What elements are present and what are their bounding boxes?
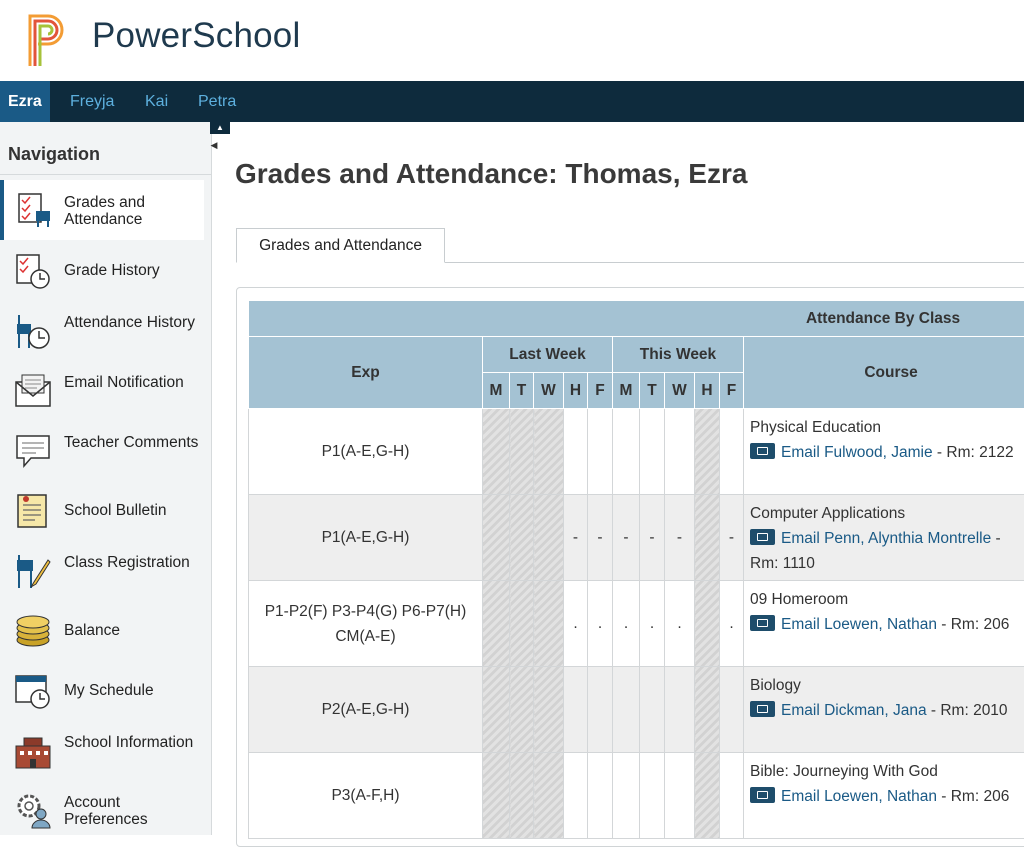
teacher-email-link[interactable]: Email Loewen, Nathan	[781, 788, 937, 805]
email-icon[interactable]	[750, 701, 775, 717]
attendance-cell	[534, 753, 564, 839]
sidebar-item-email-notification[interactable]	[0, 360, 204, 420]
sidebar-item-grades-attendance[interactable]	[0, 180, 204, 240]
sidebar-item-label: Email Notification	[64, 374, 199, 391]
attendance-cell	[483, 495, 510, 581]
sidebar-item-attendance-history[interactable]	[0, 300, 204, 360]
attendance-cell	[534, 495, 564, 581]
divider	[445, 262, 1024, 263]
day-header: W	[665, 373, 695, 409]
attendance-cell: -	[665, 495, 695, 581]
sidebar-item-label: School Bulletin	[64, 502, 199, 519]
schedule-icon	[14, 672, 52, 710]
attendance-cell	[510, 581, 534, 667]
attendance-cell: .	[588, 581, 613, 667]
attendance-cell	[510, 409, 534, 495]
day-header: W	[534, 373, 564, 409]
day-header: H	[564, 373, 588, 409]
logo-text: PowerSchool	[92, 16, 300, 56]
header	[0, 0, 1024, 81]
sidebar-item-label: My Schedule	[64, 682, 199, 699]
sidebar-item-label: Teacher Comments	[64, 434, 199, 451]
grades-attendance-icon	[16, 191, 54, 229]
this-week-header: This Week	[613, 337, 744, 373]
attendance-cell	[665, 753, 695, 839]
table-row	[249, 753, 1024, 839]
collapse-sidebar-icon[interactable]: ◀	[208, 138, 220, 152]
attendance-cell	[640, 667, 665, 753]
teacher-email-link[interactable]: Email Fulwood, Jamie	[781, 444, 933, 461]
envelope-icon	[14, 372, 52, 410]
attendance-cell: .	[613, 581, 640, 667]
coins-icon	[14, 612, 52, 650]
day-header: M	[483, 373, 510, 409]
sidebar-item-school-bulletin[interactable]	[0, 480, 204, 540]
class-registration-icon	[14, 552, 52, 590]
email-icon[interactable]	[750, 615, 775, 631]
exp-cell: P3(A-F,H)	[249, 753, 483, 839]
student-tab-ezra[interactable]: Ezra	[0, 81, 50, 122]
exp-cell: P2(A-E,G-H)	[249, 667, 483, 753]
attendance-cell	[564, 409, 588, 495]
attendance-cell	[510, 753, 534, 839]
email-icon[interactable]	[750, 787, 775, 803]
sidebar-item-class-registration[interactable]	[0, 540, 204, 600]
powerschool-logo-icon[interactable]	[26, 12, 70, 68]
course-cell	[744, 753, 1024, 839]
day-header: F	[588, 373, 613, 409]
room-text: - Rm: 2122	[933, 444, 1014, 461]
attendance-cell	[665, 667, 695, 753]
attendance-cell: .	[720, 581, 744, 667]
nav-title: Navigation	[8, 144, 100, 165]
sidebar-item-account-preferences[interactable]	[0, 780, 204, 840]
collapse-up-icon[interactable]: ▲	[210, 122, 230, 134]
table-row	[249, 667, 1024, 753]
room-text: - Rm: 2010	[927, 702, 1008, 719]
page-title: Grades and Attendance: Thomas, Ezra	[235, 158, 747, 190]
sidebar-item-label: Class Registration	[64, 554, 199, 571]
course-name: Bible: Journeying With God	[750, 763, 938, 780]
grade-history-icon	[14, 252, 52, 290]
attendance-cell	[588, 753, 613, 839]
attendance-cell	[720, 753, 744, 839]
course-name: Physical Education	[750, 419, 881, 436]
attendance-cell	[695, 495, 720, 581]
teacher-email-link[interactable]: Email Dickman, Jana	[781, 702, 927, 719]
attendance-cell	[510, 667, 534, 753]
sidebar-item-label: Grades and Attendance	[64, 194, 199, 228]
room-text: - Rm: 206	[937, 616, 1009, 633]
table-row	[249, 409, 1024, 495]
attendance-by-class-header: Attendance By Class	[249, 301, 1024, 337]
day-header: F	[720, 373, 744, 409]
exp-header: Exp	[249, 337, 483, 409]
day-header: T	[510, 373, 534, 409]
attendance-cell	[640, 409, 665, 495]
sidebar-item-label: Balance	[64, 622, 199, 639]
attendance-cell	[695, 753, 720, 839]
attendance-cell: .	[564, 581, 588, 667]
exp-cell: P1(A-E,G-H)	[249, 495, 483, 581]
attendance-cell	[564, 667, 588, 753]
student-tab-bar	[0, 81, 1024, 122]
comment-bubble-icon	[14, 432, 52, 470]
email-icon[interactable]	[750, 529, 775, 545]
table-row	[249, 495, 1024, 581]
course-cell	[744, 581, 1024, 667]
last-week-header: Last Week	[483, 337, 613, 373]
sidebar	[0, 122, 212, 835]
attendance-cell	[588, 667, 613, 753]
attendance-cell	[534, 409, 564, 495]
account-gear-icon	[14, 792, 52, 830]
course-header: Course	[744, 337, 1024, 409]
sidebar-item-school-information[interactable]	[0, 720, 204, 780]
attendance-cell	[665, 409, 695, 495]
attendance-cell	[695, 581, 720, 667]
sidebar-item-label: Attendance History	[64, 314, 199, 331]
exp-cell: P1-P2(F) P3-P4(G) P6-P7(H) CM(A-E)	[249, 581, 483, 667]
attendance-history-icon	[14, 312, 52, 350]
attendance-cell	[483, 409, 510, 495]
attendance-cell	[534, 667, 564, 753]
sidebar-item-label: Grade History	[64, 262, 199, 279]
attendance-cell: .	[665, 581, 695, 667]
attendance-cell: -	[720, 495, 744, 581]
course-cell	[744, 409, 1024, 495]
attendance-cell	[483, 753, 510, 839]
attendance-cell: -	[564, 495, 588, 581]
course-name: 09 Homeroom	[750, 591, 848, 608]
attendance-cell: .	[640, 581, 665, 667]
divider	[0, 174, 212, 175]
day-header: M	[613, 373, 640, 409]
sidebar-item-label: Account Preferences	[64, 794, 199, 828]
course-name: Computer Applications	[750, 505, 905, 522]
sidebar-item-balance[interactable]	[0, 600, 204, 660]
attendance-cell	[640, 753, 665, 839]
attendance-cell: -	[613, 495, 640, 581]
sidebar-item-grade-history[interactable]	[0, 240, 204, 300]
attendance-cell: -	[640, 495, 665, 581]
attendance-cell	[483, 581, 510, 667]
attendance-cell	[695, 667, 720, 753]
attendance-cell	[613, 667, 640, 753]
attendance-cell	[695, 409, 720, 495]
attendance-cell	[564, 753, 588, 839]
attendance-cell	[720, 667, 744, 753]
sidebar-item-my-schedule[interactable]	[0, 660, 204, 720]
attendance-cell	[534, 581, 564, 667]
exp-cell: P1(A-E,G-H)	[249, 409, 483, 495]
bulletin-icon	[14, 492, 52, 530]
teacher-email-link[interactable]: Email Loewen, Nathan	[781, 616, 937, 633]
course-cell	[744, 495, 1024, 581]
room-text: - Rm: 206	[937, 788, 1009, 805]
teacher-email-link[interactable]: Email Penn, Alynthia Montrelle	[781, 530, 991, 547]
attendance-cell	[483, 667, 510, 753]
sidebar-item-teacher-comments[interactable]	[0, 420, 204, 480]
attendance-cell	[588, 409, 613, 495]
attendance-cell: -	[588, 495, 613, 581]
email-icon[interactable]	[750, 443, 775, 459]
course-name: Biology	[750, 677, 801, 694]
student-tab-petra[interactable]: Petra	[190, 81, 244, 122]
sidebar-item-label: School Information	[64, 734, 199, 751]
tab-grades-attendance[interactable]: Grades and Attendance	[236, 228, 445, 263]
day-header: H	[695, 373, 720, 409]
attendance-cell	[720, 409, 744, 495]
attendance-cell	[613, 753, 640, 839]
attendance-table	[248, 300, 1024, 839]
day-header: T	[640, 373, 665, 409]
attendance-cell	[613, 409, 640, 495]
school-building-icon	[14, 732, 52, 770]
student-tab-freyja[interactable]: Freyja	[62, 81, 122, 122]
student-tab-kai[interactable]: Kai	[137, 81, 176, 122]
course-cell	[744, 667, 1024, 753]
attendance-cell	[510, 495, 534, 581]
table-row	[249, 581, 1024, 667]
room-text: - Rm: 1110	[750, 530, 1001, 572]
